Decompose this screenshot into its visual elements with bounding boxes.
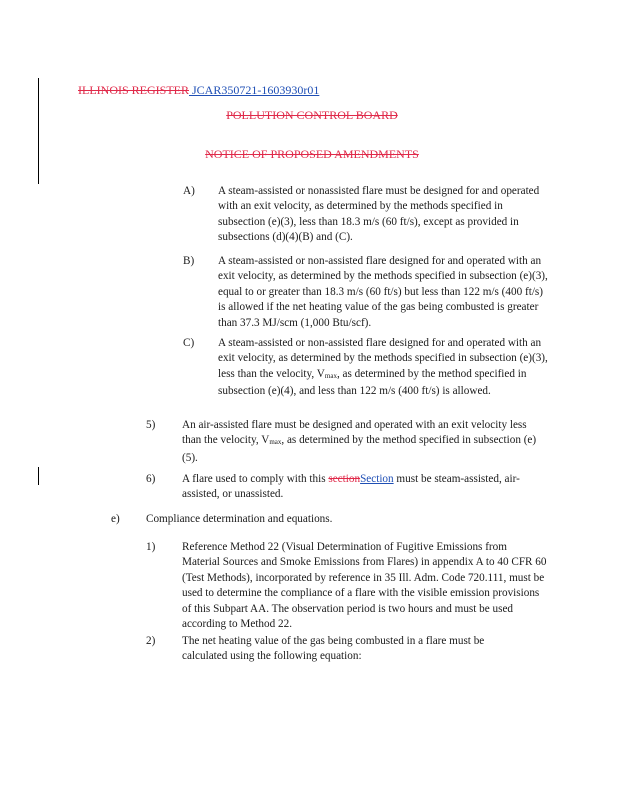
notice-title: NOTICE OF PROPOSED AMENDMENTS <box>205 147 419 161</box>
item-e1-label: 1) <box>146 541 156 553</box>
register-header <box>78 83 319 98</box>
item-b-text: A steam-assisted or non-assisted flare designed for and operated with an exit velocity, as determined by the methods specified in subsection (e)(3), equal to or greater than 18.3 m/s (60 ft/s) but less than 122 m/s (400 ft/s) is allowed if the net heating value of the gas being combusted is greater than 37.3 MJ/scm (1,000 Btu/scf). <box>218 255 548 329</box>
item-6-text: A flare used to comply with this sectionSection must be steam-assisted, air-assisted, or unassisted. <box>182 473 520 501</box>
item-a-label: A) <box>183 185 195 197</box>
item-b-label: B) <box>183 255 195 267</box>
agency-title: POLLUTION CONTROL BOARD <box>226 108 398 122</box>
deleted-register-title: ILLINOIS REGISTER <box>78 83 189 97</box>
item-e-label: e) <box>111 513 120 525</box>
item-e2-label: 2) <box>146 635 156 647</box>
item-e2-text: The net heating value of the gas being combusted in a flare must be calculated using the following equation: <box>182 635 485 663</box>
item-e1-text: Reference Method 22 (Visual Determination of Fugitive Emissions from Material Sources and Smoke Emissions from Flares) in appendix A to 40 CFR 60 (Test Methods), incorporated by reference in 35 Ill. Adm. Code 720.111, must be used to determine the compliance of a flare with the visible emission provisions of this Subpart AA. The observation period is two hours and must be used according to Method 22. <box>182 541 547 631</box>
item-a-text: A steam-assisted or nonassisted flare must be designed for and operated with an exit velocity, as determined by the methods specified in subsection (e)(3), less than 18.3 m/s (60 ft/s), except as provided in subsections (d)(4)(B) and (C). <box>218 185 540 244</box>
item-5-text: An air-assisted flare must be designed and operated with an exit velocity less than the velocity, $V_{max}$, as determined by the method specified in subsection (e)(5). <box>182 419 537 464</box>
item-c-text: A steam-assisted or non-assisted flare designed for and operated with an exit velocity, as determined by the methods specified in subsection (e)(3), less than the velocity, $V_{max}$, as determined by the method specified in subsection (e)(4), and less than 122 m/s (400 ft/s) is allowed. <box>218 337 548 398</box>
change-bar-top <box>38 78 39 184</box>
inserted-jcar-id: JCAR350721-1603930r01 <box>189 83 320 97</box>
change-bar-middle <box>38 467 39 485</box>
item-6-label: 6) <box>146 473 156 485</box>
item-5-label: 5) <box>146 419 156 431</box>
item-e-text: Compliance determination and equations. <box>146 513 333 525</box>
item-c-label: C) <box>183 337 195 349</box>
